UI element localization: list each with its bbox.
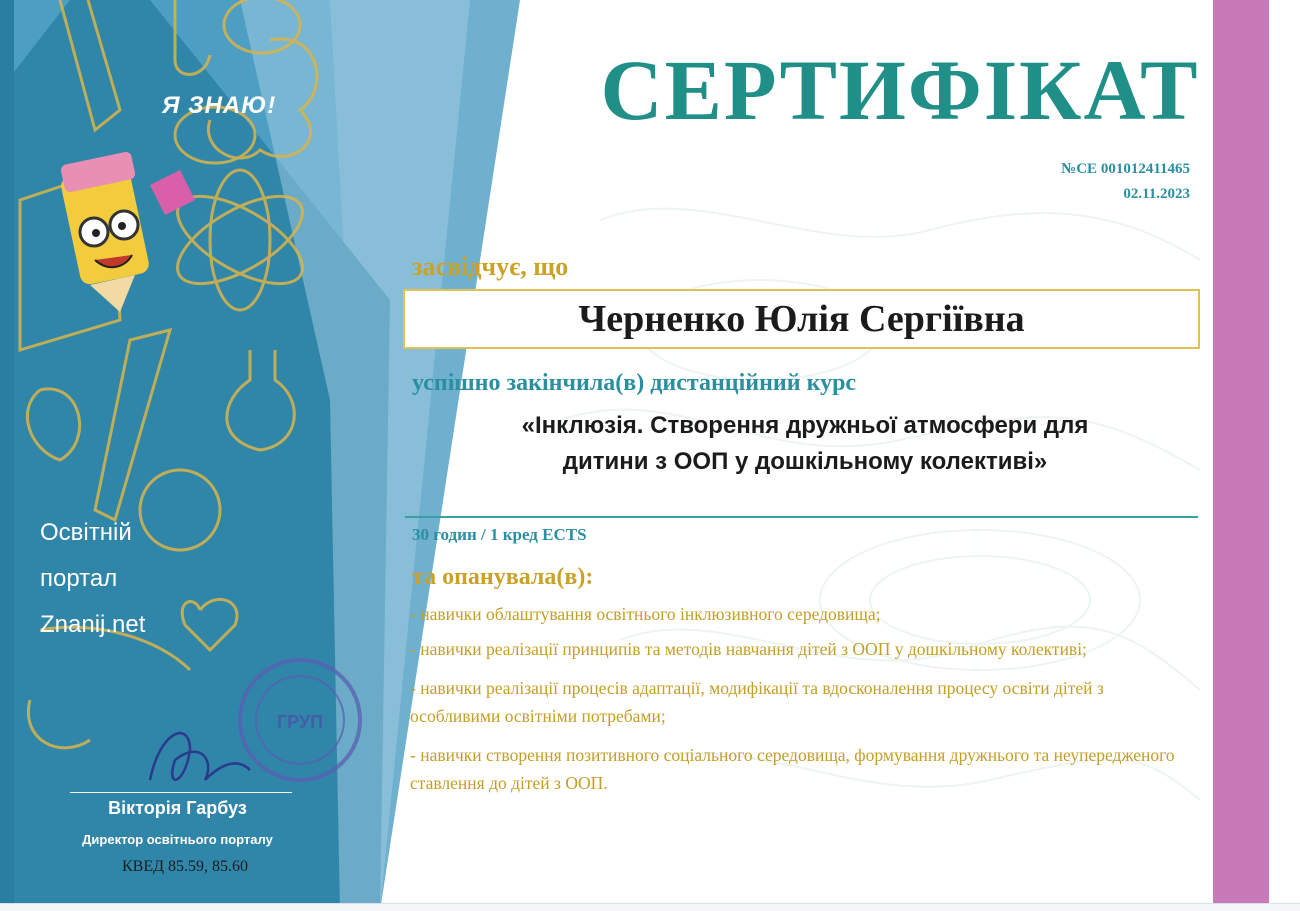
course-title [420, 408, 1190, 480]
bottom-margin [0, 903, 1300, 911]
pink-stripe [1213, 0, 1269, 905]
portal-line-3: Znanij.net [40, 611, 146, 638]
certificate-title: СЕРТИФІКАТ [600, 42, 1200, 138]
portal-line-1: Освітній [40, 519, 132, 546]
course-title-line-2: дитини з ООП у дошкільному колективі» [562, 448, 1048, 475]
recipient-name: Черненко Юлія Сергіївна [578, 298, 1025, 340]
portal-line-2: портал [40, 565, 118, 592]
skill-item: - навички створення позитивного соціального середовища, формування дружнього та неупередженого ставлення до дітей з ООП. [410, 745, 1175, 793]
portal-name [40, 510, 230, 648]
course-title-line-1: «Інклюзія. Створення дружньої атмосфери для [521, 412, 1089, 439]
skill-item: - навички реалізації принципів та методів навчання дітей з ООП у дошкільному колективі; [410, 639, 1087, 659]
signer-role: Директор освітнього порталу [82, 832, 273, 847]
kved-codes: КВЕД 85.59, 85.60 [121, 858, 249, 875]
signature-line [70, 792, 292, 793]
mastered-label: та опанувала(в): [412, 564, 594, 590]
certificate-date: 02.11.2023 [1123, 186, 1190, 202]
slogan-text: Я ЗНАЮ! [162, 92, 277, 119]
divider-line [405, 516, 1198, 518]
course-hours: 30 годин / 1 кред ECTS [412, 525, 587, 544]
svg-text:ГРУП: ГРУП [276, 712, 324, 732]
certifies-label: засвідчує, що [412, 252, 569, 281]
skills-list [410, 600, 1190, 808]
completed-course-label: успішно закінчила(в) дистанційний курс [412, 370, 857, 396]
skill-item: - навички реалізації процесів адаптації, модифікації та вдосконалення процесу освіти дітей з особливими освітніми потребами; [410, 678, 1104, 726]
certificate-number: №СЕ 001012411465 [1061, 161, 1190, 177]
signer-name: Вікторія Гарбуз [108, 798, 247, 818]
skill-item: - навички облаштування освітнього інклюзивного середовища; [410, 604, 881, 624]
right-margin [1269, 0, 1300, 911]
